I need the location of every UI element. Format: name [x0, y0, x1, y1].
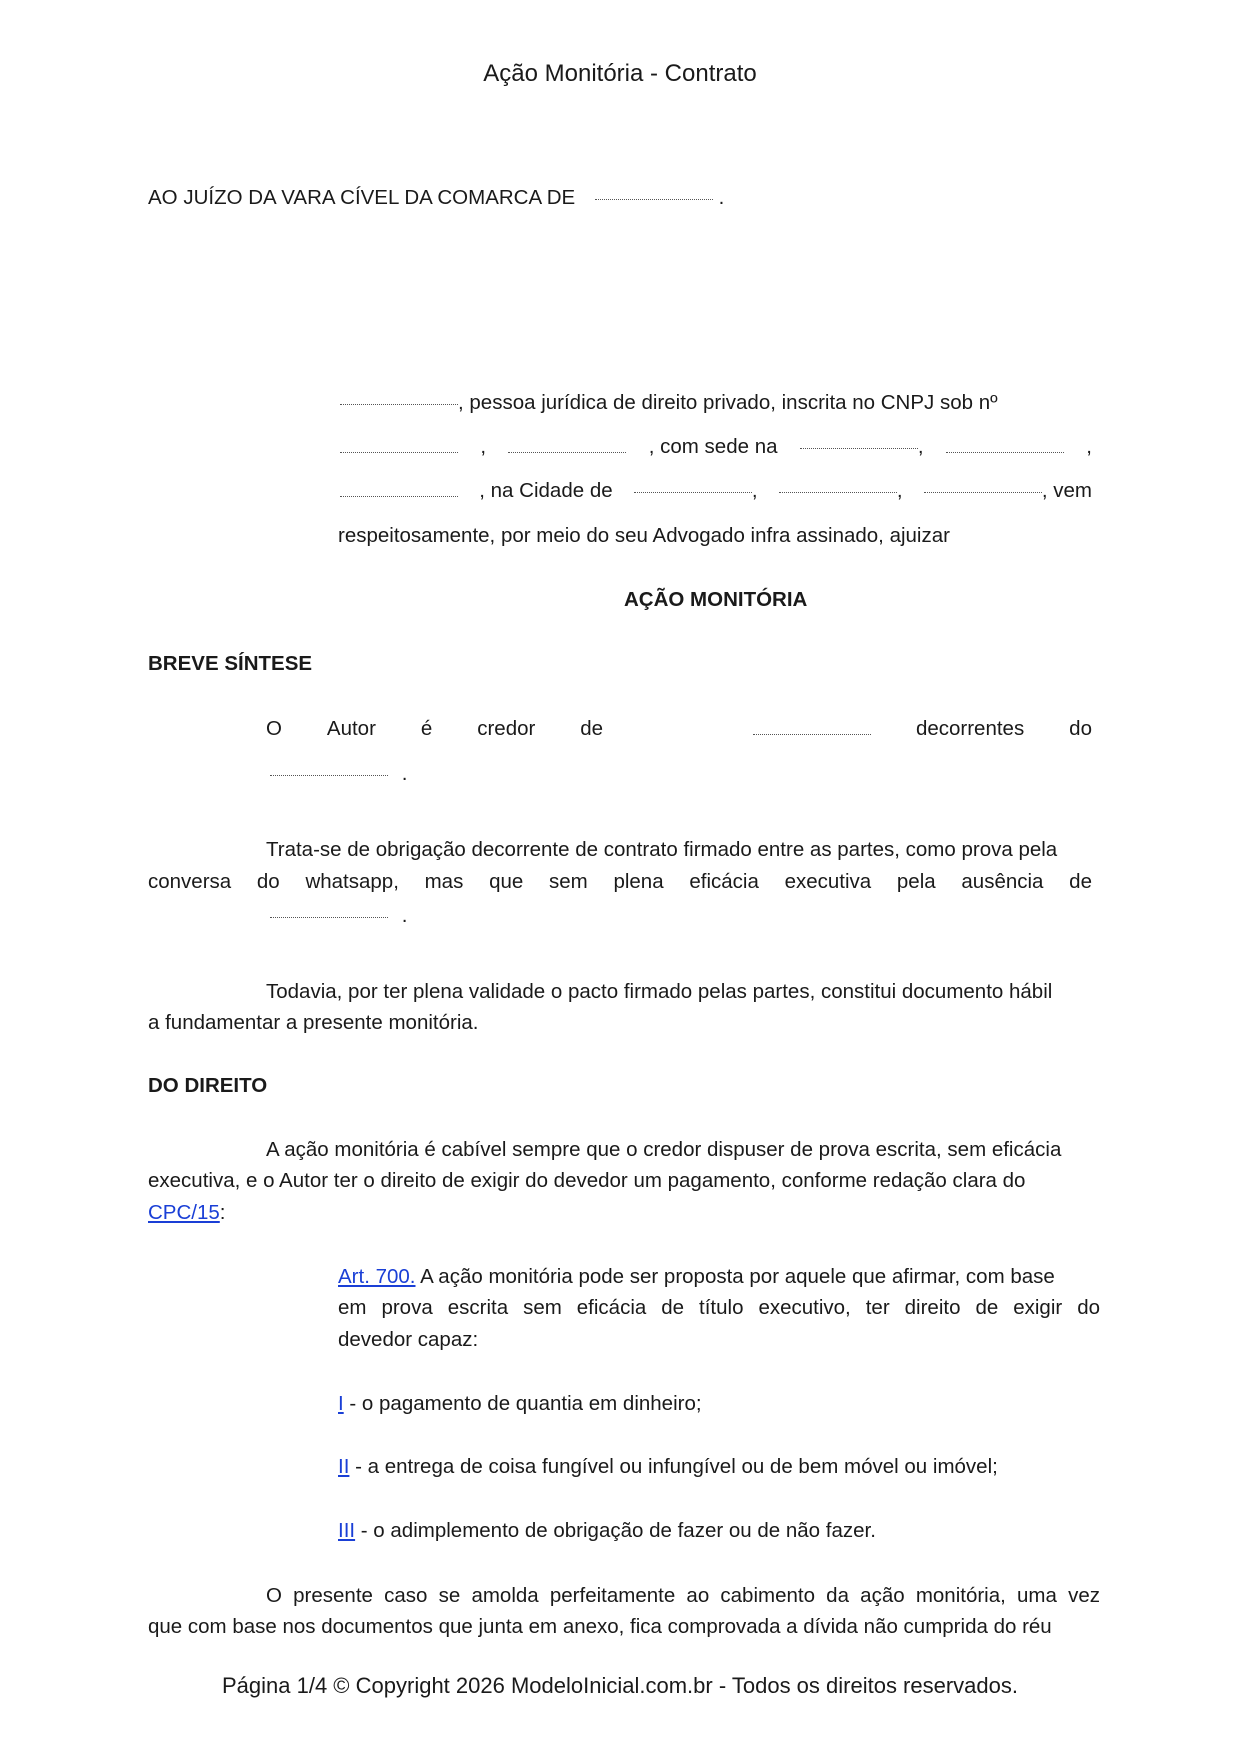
blank-field-credit-origin[interactable]: [270, 775, 388, 776]
word: sem: [549, 870, 588, 893]
quote-line-2: [338, 1292, 1100, 1324]
quote-item-1: [338, 1388, 702, 1420]
word: Autor: [326, 717, 376, 740]
quote-item-2: [338, 1451, 998, 1483]
separator: ,: [751, 479, 758, 502]
blank-field-district[interactable]: [340, 496, 458, 497]
quote-text: A ação monitória pode ser proposta por aquele que afirmar, com base: [415, 1265, 1055, 1288]
item-link-iii[interactable]: III: [338, 1519, 356, 1542]
blank-field-comarca[interactable]: [595, 199, 713, 200]
qualification-line-3: [340, 475, 1092, 507]
quote-item-3: [338, 1515, 876, 1547]
label-cidade: , na Cidade de: [479, 479, 613, 502]
summary-paragraph-2-line-2: [148, 866, 1092, 898]
page-footer: Página 1/4 © Copyright 2026 ModeloInicial.com.br - Todos os direitos reservados.: [222, 1673, 1018, 1698]
cpc15-link[interactable]: CPC/15: [148, 1201, 220, 1224]
addressee-text: AO JUÍZO DA VARA CÍVEL DA COMARCA DE: [148, 186, 576, 209]
addressee-end: .: [718, 186, 725, 209]
summary-paragraph-1-line-1: [266, 713, 1092, 745]
separator: ,: [896, 479, 903, 502]
word: whatsapp,: [305, 870, 399, 893]
action-title: AÇÃO MONITÓRIA: [624, 588, 808, 611]
summary-paragraph-1-line-2: [270, 758, 407, 790]
item-text: - a entrega de coisa fungível ou infungível ou de bem móvel ou imóvel;: [349, 1455, 998, 1478]
separator: ,: [1086, 435, 1092, 458]
item-text: - o pagamento de quantia em dinheiro;: [343, 1392, 702, 1415]
blank-field-2[interactable]: [508, 452, 626, 453]
blank-field-missing-requirement[interactable]: [270, 917, 388, 918]
separator: ,: [480, 435, 487, 458]
summary-paragraph-2-line-3: [270, 900, 407, 932]
law-paragraph-1-line-2: executiva, e o Autor ter o direito de exigir do devedor um pagamento, conforme redação clara do: [148, 1169, 1026, 1192]
blank-field-state[interactable]: [779, 492, 897, 493]
blank-field-company-name[interactable]: [340, 404, 458, 405]
law-paragraph-1-line-3: [148, 1197, 225, 1229]
quote-text: em prova escrita sem eficácia de título executivo, ter direito de exigir do: [338, 1296, 1100, 1319]
word: mas: [424, 870, 464, 893]
blank-field-credit-amount[interactable]: [753, 734, 871, 735]
blank-field-address[interactable]: [800, 448, 918, 449]
qualification-line-4: respeitosamente, por meio do seu Advogado infra assinado, ajuizar: [338, 524, 950, 547]
section-heading-law: DO DIREITO: [148, 1074, 268, 1097]
blank-field-number[interactable]: [946, 452, 1064, 453]
section-heading-summary: BREVE SÍNTESE: [148, 652, 313, 675]
word: eficácia: [689, 870, 759, 893]
word: executiva: [784, 870, 872, 893]
word: é: [420, 717, 433, 740]
label-com-sede: , com sede na: [648, 435, 778, 458]
qualification-line-1: [340, 387, 1092, 419]
word: de: [580, 717, 604, 740]
period: .: [401, 762, 408, 785]
word: ausência: [961, 870, 1044, 893]
article-700-link[interactable]: Art. 700.: [338, 1265, 416, 1288]
law-paragraph-2-line-1: [266, 1580, 1100, 1612]
word: credor: [477, 717, 536, 740]
addressee-line: [148, 182, 724, 214]
separator: ,: [917, 435, 924, 458]
law-paragraph-2-line-2: que com base nos documentos que junta em anexo, fica comprovada a dívida não cumprida do réu: [148, 1615, 1052, 1638]
item-link-ii[interactable]: II: [338, 1455, 350, 1478]
word: decorrentes: [915, 717, 1025, 740]
paragraph-text: O presente caso se amolda perfeitamente ao cabimento da ação monitória, uma vez: [266, 1584, 1100, 1607]
word: pela: [896, 870, 936, 893]
item-text: - o adimplemento de obrigação de fazer ou de não fazer.: [355, 1519, 876, 1542]
qualification-end: , vem: [1041, 479, 1092, 502]
word: que: [489, 870, 524, 893]
summary-paragraph-3-line-2: a fundamentar a presente monitória.: [148, 1011, 479, 1034]
word: do: [256, 870, 280, 893]
item-link-i[interactable]: I: [338, 1392, 344, 1415]
word: plena: [613, 870, 664, 893]
page-header-title: Ação Monitória - Contrato: [483, 60, 757, 87]
word: conversa: [148, 870, 232, 893]
word: do: [1069, 717, 1092, 740]
blank-field-city[interactable]: [634, 492, 752, 493]
summary-paragraph-2-line-1: Trata-se de obrigação decorrente de contrato firmado entre as partes, como prova pela: [266, 838, 1058, 861]
summary-paragraph-3-line-1: Todavia, por ter plena validade o pacto firmado pelas partes, constitui documento hábil: [266, 980, 1053, 1003]
word: O: [266, 717, 282, 740]
word: de: [1069, 870, 1092, 893]
qualification-line-2: [340, 431, 1092, 463]
period: .: [401, 904, 408, 927]
colon: :: [219, 1201, 226, 1224]
qualification-text-1: , pessoa jurídica de direito privado, inscrita no CNPJ sob nº: [458, 391, 998, 414]
quote-line-1: [338, 1261, 1055, 1293]
blank-field-cnpj[interactable]: [340, 452, 458, 453]
quote-line-3: devedor capaz:: [338, 1328, 479, 1351]
blank-field-cep[interactable]: [924, 492, 1042, 493]
law-paragraph-1-line-1: A ação monitória é cabível sempre que o credor dispuser de prova escrita, sem eficácia: [266, 1138, 1062, 1161]
